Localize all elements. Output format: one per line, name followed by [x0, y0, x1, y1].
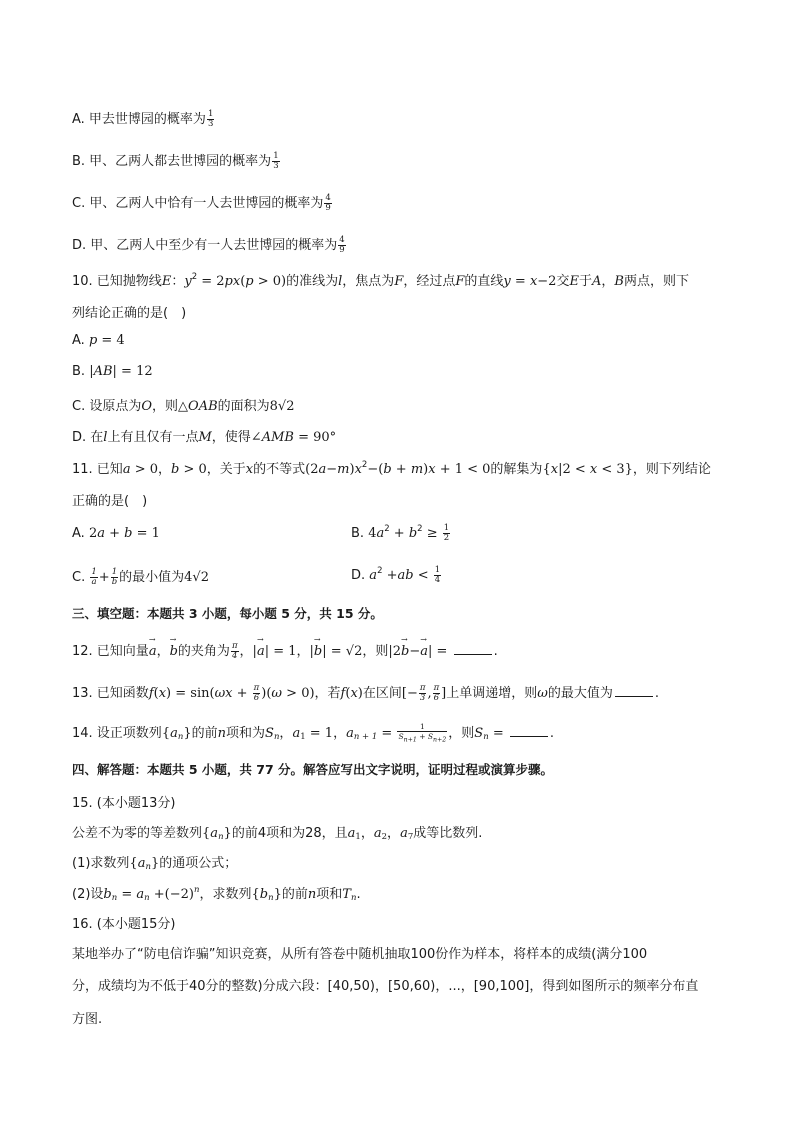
q10-stem-line2: 列结论正确的是( ) [72, 306, 187, 321]
answer-blank [510, 736, 548, 737]
q16-line3: 方图. [72, 1012, 103, 1027]
q9-option-c: C. 甲、乙两人中恰有一人去世博园的概率为 $\frac{4}{9}$ [72, 193, 331, 213]
q16-line1: 某地举办了“防电信诈骗”知识竞赛，从所有答卷中随机抽取100份作为样本，将样本的成绩(满分100 [72, 947, 648, 962]
q9-option-b: B. 甲、乙两人都去世博园的概率为 $\frac{1}{3}$ [72, 151, 279, 171]
q10-stem-line1: 10. 已知抛物线E：$y^2 = 2px(p > 0)$的准线为l，焦点为F，经过点F的直线y = x−2交E于A，B两点，则下 [72, 272, 689, 289]
q14: 14. 设正项数列$\{a_n\}$的前n项和为$S_n$，$a_1 = 1$，$a_{n + 1}$ = $\frac{1}{S_{n+1} + S_{n+2}}$ ，则$S_n$ = . [72, 722, 554, 744]
q13: 13. 已知函数f(x) = sin(ωx + $\frac{\pi}{6}$ )(ω > 0)，若f(x)在区间[− $\frac{\pi}{3}$ , $\frac{\pi}{6}$ ]上单调递增，则ω的最大值为 . [72, 683, 660, 703]
q11-option-a: A. 2a + b = 1 [72, 526, 160, 541]
fraction-one-third: $\frac{1}{3}$ [207, 109, 214, 129]
section-title-answer: 四、解答题：本题共 5 小题，共 77 分。解答应写出文字说明，证明过程或演算步骤。 [72, 762, 554, 777]
q15-part1: (1)求数列$\{a_n\}$的通项公式； [72, 856, 238, 872]
q11-stem-line2: 正确的是( ) [72, 494, 148, 509]
q10-option-c: C. 设原点为O，则△OAB的面积为8√2 [72, 399, 295, 414]
fraction-one-third: $\frac{1}{3}$ [273, 151, 279, 171]
q10-option-d: D. 在l上有且仅有一点M，使得∠AMB = 90° [72, 430, 337, 445]
q11-option-c: C. $\frac{1}{a}$ + $\frac{1}{b}$ 的最小值为4√2 [72, 567, 209, 587]
q10-option-b: B. |AB| = 12 [72, 364, 153, 379]
q16-line2: 分，成绩均为不低于40分的整数)分成六段：[40,50)，[50,60)，...，[90,100]，得到如图所示的频率分布直 [72, 979, 699, 994]
answer-blank [454, 654, 492, 655]
q9-option-a: A. 甲去世博园的概率为 $\frac{1}{3}$ [72, 109, 214, 129]
fraction-four-ninths: $\frac{4}{9}$ [325, 193, 331, 213]
q16-heading: 16. (本小题15分) [72, 917, 176, 932]
q15-stem: 公差不为零的等差数列$\{a_n\}$的前4项和为28，且$a_1$，$a_2$，$a_7$成等比数列. [72, 826, 483, 842]
q10-option-a: A. p = 4 [72, 333, 125, 348]
fraction-four-ninths: $\frac{4}{9}$ [339, 235, 345, 255]
q11-option-d: D. $a^2 +ab$ < $\frac{1}{4}$ [351, 565, 441, 585]
q11-stem-line1: 11. 已知a > 0，b > 0，关于x的不等式$(2a-m)x^2-(b + m)x + 1 < 0$的解集为{x|2 < x < 3}，则下列结论 [72, 460, 711, 477]
q11-option-b: B. $4a^2 + b^2$ ≥ $\frac{1}{2}$ [351, 523, 450, 543]
q15-heading: 15. (本小题13分) [72, 796, 176, 811]
q9-option-d: D. 甲、乙两人中至少有一人去世博园的概率为 $\frac{4}{9}$ [72, 235, 345, 255]
answer-blank [615, 696, 653, 697]
q12: 12. 已知向量→ a，→ b的夹角为 $\frac{\pi}{4}$ ，|→ a| = 1，|→ b| = √2，则|2→ b−→ a| = . [72, 640, 498, 661]
section-title-fill-in: 三、填空题：本题共 3 小题，每小题 5 分，共 15 分。 [72, 606, 383, 621]
q15-part2: (2)设$b_n = a_n +(-2)^n$，求数列$\{b_n\}$的前n项和$T_n$. [72, 885, 361, 903]
